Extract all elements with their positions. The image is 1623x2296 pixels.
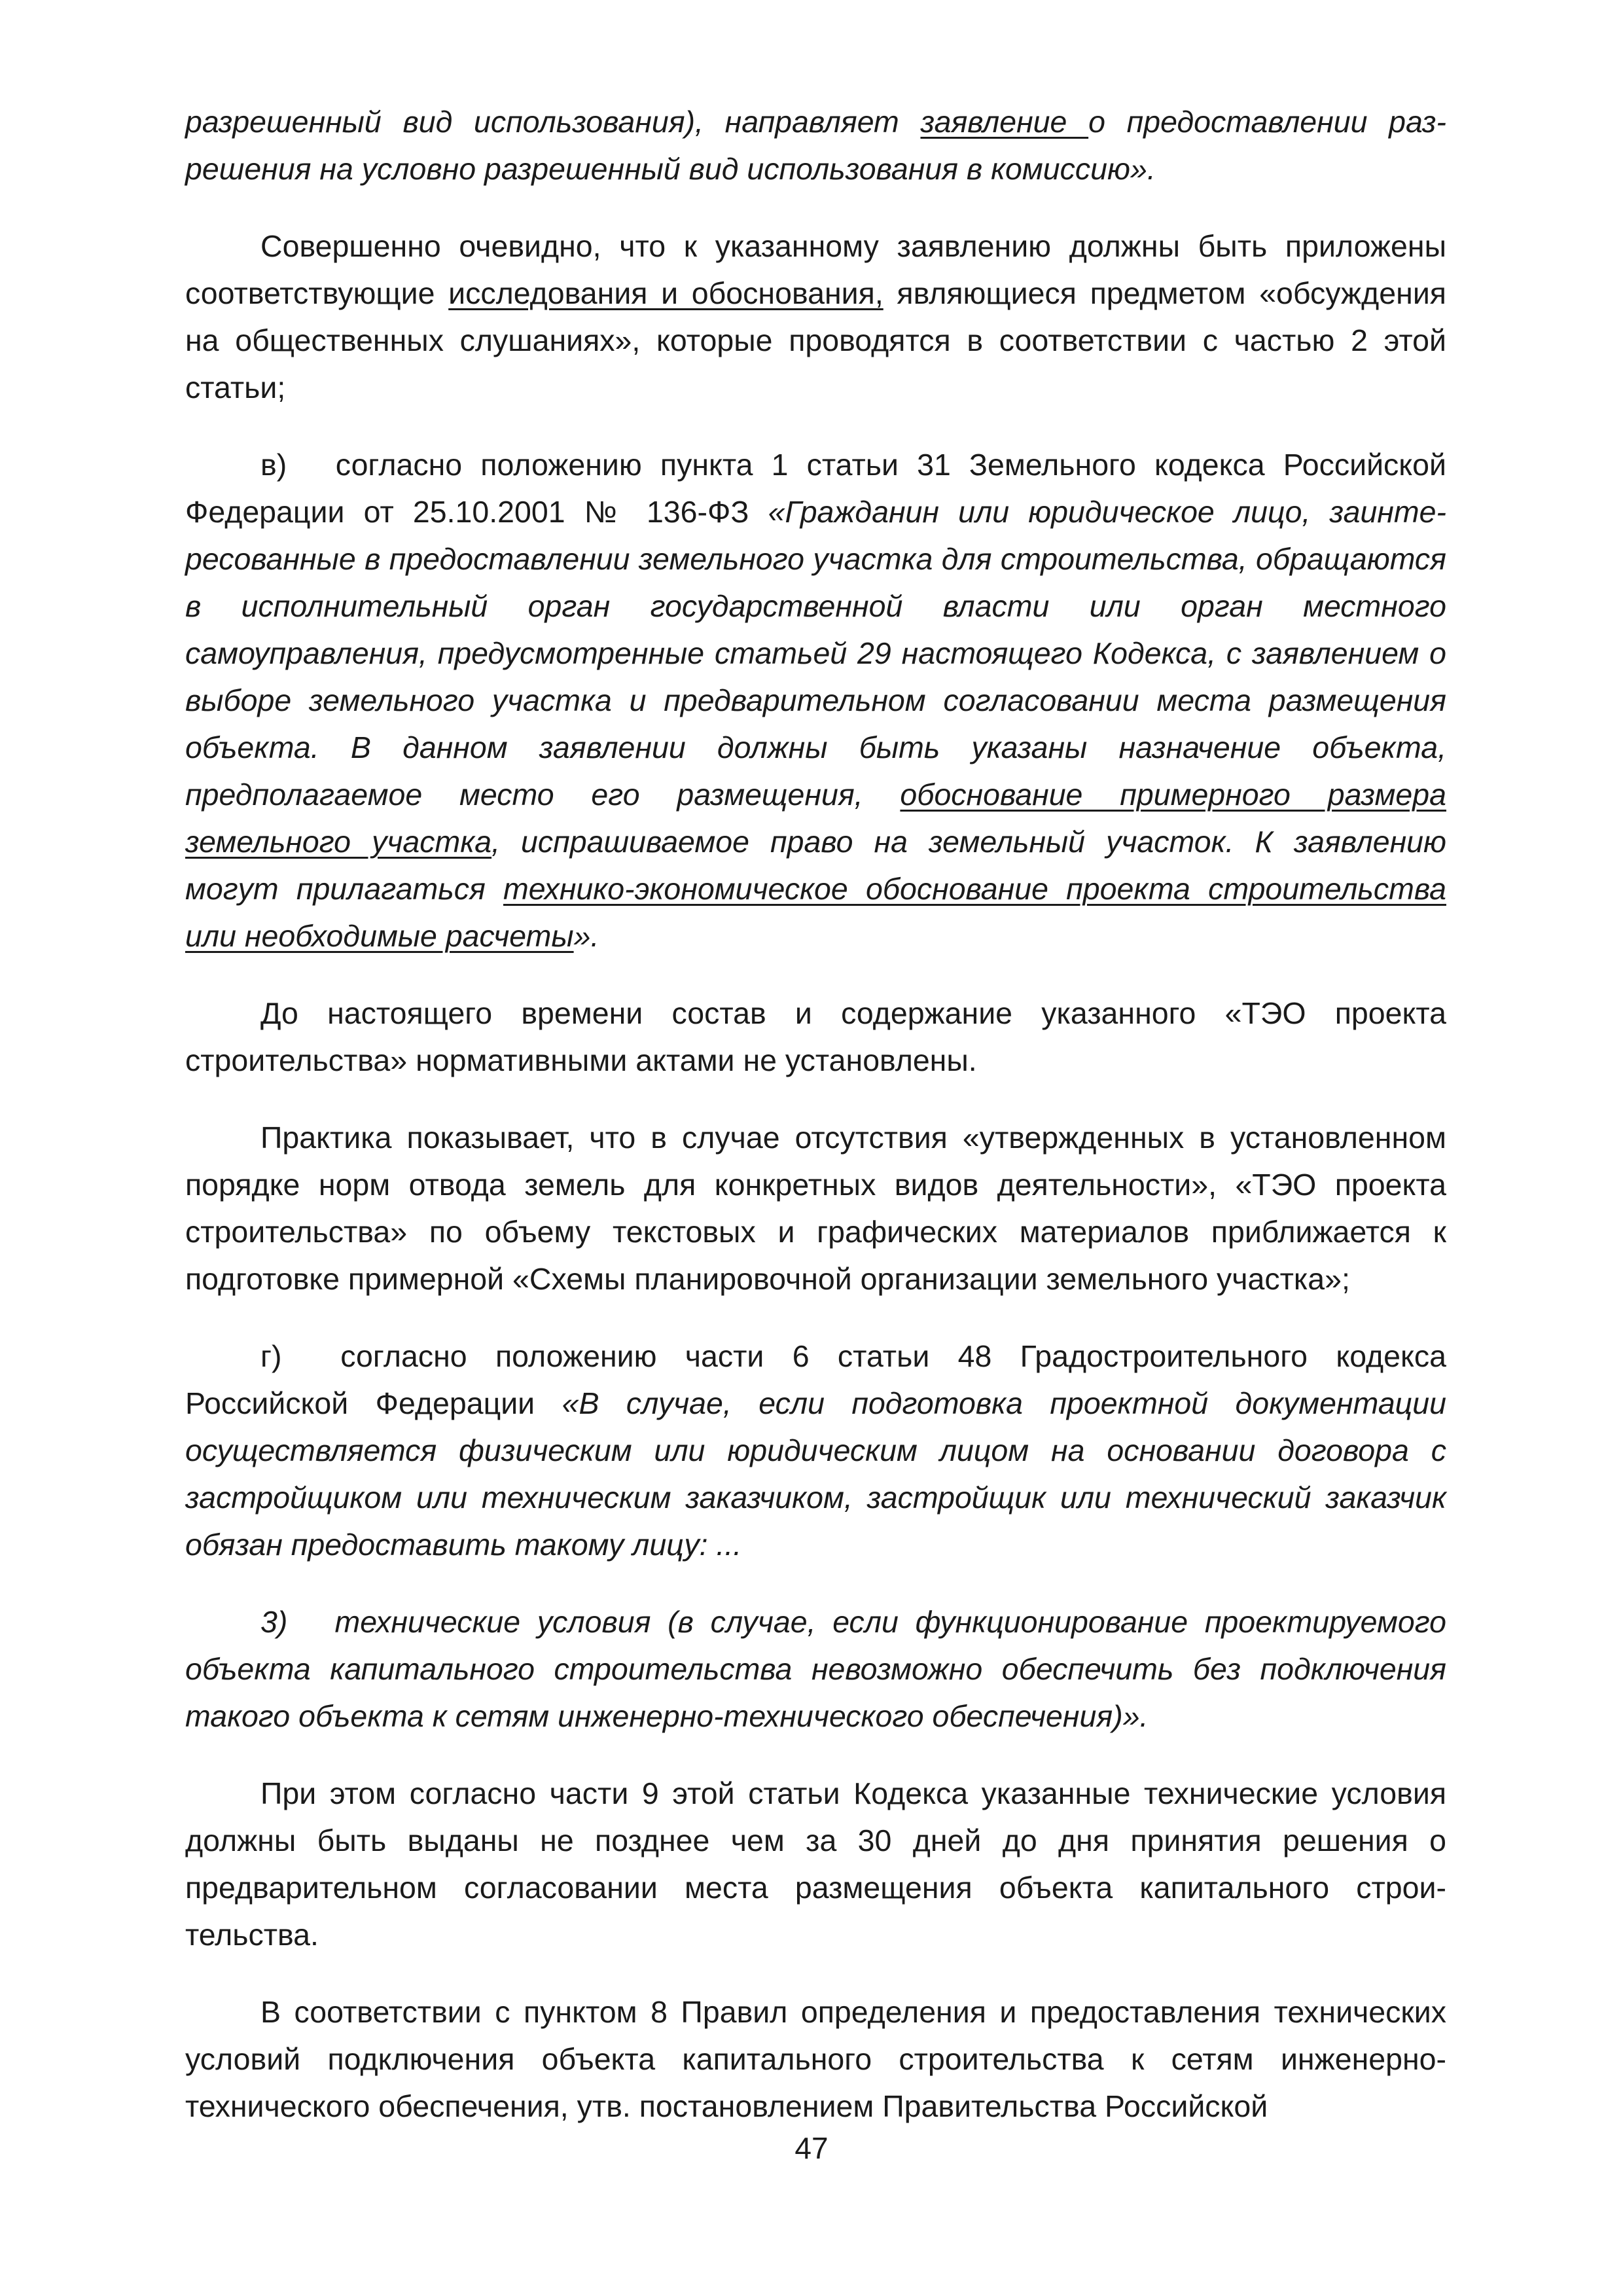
paragraph-6 bbox=[185, 1333, 1446, 1568]
text-run: являющиеся предметом «обсуждения на общественных слушаниях», которые проводятся в соответствии с частью 2 этой статьи; bbox=[185, 276, 1446, 404]
text-run: обоснование примерного размера земельного участка bbox=[185, 778, 1446, 859]
paragraph-7 bbox=[185, 1598, 1446, 1740]
text-run: 3) технические условия (в случае, если функционирование проектируемого объекта капитального строительства невозможно обеспечить без подключения такого объекта к сетям инженерно-технического обеспечения)». bbox=[185, 1605, 1446, 1733]
paragraph-9 bbox=[185, 1988, 1446, 2130]
paragraph-2 bbox=[185, 223, 1446, 411]
text-run: г) согласно положению части 6 статьи 48 Градостроительного кодекса Российской Федерации bbox=[185, 1339, 1446, 1420]
text-run: Практика показывает, что в случае отсутствия «утвержденных в установленном порядке норм отвода земель для конкретных видов деятельности», «ТЭО проекта строительства» по объему текстовых и графических материалов приближается к подготовке примерной «Схемы планировочной организации земельного участка»; bbox=[185, 1121, 1446, 1296]
text-run: технико-экономическое обоснование проекта строительства или необходимые расчеты bbox=[185, 872, 1446, 953]
paragraph-1 bbox=[185, 98, 1446, 192]
text-run: «В случае, если подготовка проектной документации осуществляется физическим или юридическим лицом на основании договора с застройщиком или техническим заказчиком, застройщик или технический заказчик обязан предоставить такому лицу: ... bbox=[185, 1386, 1446, 1562]
paragraph-4 bbox=[185, 990, 1446, 1084]
text-run: При этом согласно части 9 этой статьи Кодекса указанные технические условия должны быть выданы не позднее чем за 30 дней до дня принятия решения о предварительном согласовании места размещения объекта капитального строительства. bbox=[185, 1776, 1446, 1952]
text-run: в) согласно положению пункта 1 статьи 31 Земельного кодекса Российской Федерации от 25.10.2001 № 136-ФЗ bbox=[185, 448, 1446, 529]
paragraph-5 bbox=[185, 1114, 1446, 1302]
text-run: исследования и обоснования, bbox=[448, 276, 883, 310]
paragraph-8 bbox=[185, 1770, 1446, 1958]
text-run: «Гражданин или юридическое лицо, заинтересованные в предоставлении земельного участка для строительства, обращаются в исполнительный орган государственной власти или орган местного самоуправления, предусмотренные статьей 29 настоящего Кодекса, с заявлением о выборе земельного участка и предварительном согласовании места размещения объекта. В данном заявлении должны быть указаны назначение объекта, предполагаемое место его размещения, bbox=[185, 495, 1446, 812]
text-run: Совершенно очевидно, что к указанному заявлению должны быть приложены соответствующие bbox=[185, 229, 1446, 310]
text-run: о предоставлении разрешения на условно разрешенный вид использования в комиссию». bbox=[185, 105, 1446, 186]
text-run: заявление bbox=[920, 105, 1089, 139]
text-run: До настоящего времени состав и содержание указанного «ТЭО проекта строительства» нормативными актами не установлены. bbox=[185, 996, 1446, 1077]
text-run: разрешенный вид использования), направляет bbox=[185, 105, 921, 139]
document-page bbox=[185, 98, 1446, 2130]
text-run: , испрашиваемое право на земельный участок. К заявлению могут прилагаться bbox=[185, 825, 1446, 906]
text-run: ». bbox=[573, 919, 599, 953]
paragraph-3 bbox=[185, 441, 1446, 960]
page-number: 47 bbox=[794, 2131, 829, 2165]
text-run: В соответствии с пунктом 8 Правил определения и предоставления технических условий подключения объекта капитального строительства к сетям инженерно-технического обеспечения, утв. постановлением Правительства Российской bbox=[185, 1995, 1446, 2123]
